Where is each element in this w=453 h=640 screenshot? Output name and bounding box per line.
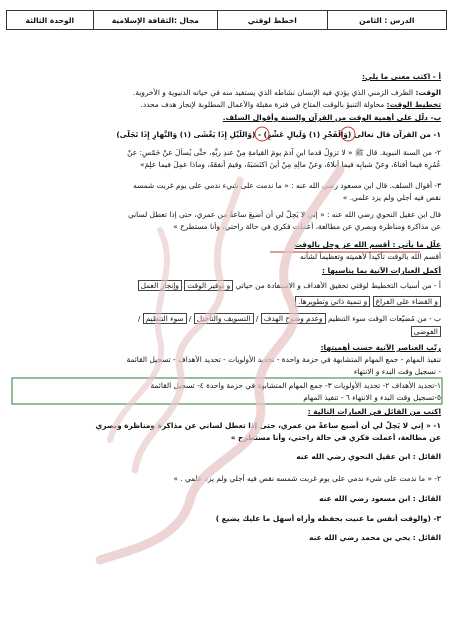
completion-item-2a: و القضاء على الفراغ [373,296,441,307]
ordering-answer-line1: ١-تحديد الأهداف ٢- تحديد الأولويات ٣- جمع المهام المتشابهة في حزمة واحدة ٤- تسجيل القائمة [150,381,441,390]
completion-item-1b: و توفير الوقت [184,280,233,291]
section-a-heading: أ - اكتب معنى ما يلي: [362,72,441,81]
domain-label: مجال :الثقافة الإسلامية [111,15,199,25]
completion-item-3b: وعدم وضوح الهدف [261,313,326,324]
ordering-items-line1: تنفيذ المهام - جمع المهام المتشابهة في حزمة واحدة - تحديد الأولويات - تحديد الأهداف - تسجيل القائمة [126,355,441,364]
salaf-evidence-line1: ٣- أقوال السلف. قال ابن مسعود رضي الله عنه : « ما ندمت على شيء ندمي على يوم غربت شمسه [133,181,441,190]
answer-3 [10,533,441,543]
section-c-heading: علّل ما يأتي : أقسم الله عز وجل بالوقت [294,240,441,249]
answer-2-label: القائل : [412,494,441,503]
domain-cell [93,11,217,29]
unit-cell [7,11,93,29]
aqil-quote-line2: عن مذاكرة ومناظرة وبصري عن مطالعة، أعملت فكري في حالة راحتي، وأنا مستطرح » [173,222,441,231]
header-table [6,10,447,30]
aqil-quote-line1: قال ابن عقيل النحوي رضي الله عنه : « إني لا يَحِلُّ لي أن أُضيعَ ساعةً من عمري، حتى إذا تعطل لساني [127,210,441,219]
planning-definition-text: محاولة التنبؤ بالوقت المتاح في فترة مقبلة والأعمال المطلوبة لإنجاز هدف محدد. [140,100,385,109]
quote-3: ٣- (والوقت أنفس ما عنيت بحفظه وأراه أسهل ما عليك يضيع ) [215,514,441,523]
lesson-title: اخطط لوقتي [247,15,297,25]
sunnah-evidence-line1: ٢- من السنة النبوية. قال ﷺ « لا تزولُ قدما ابنِ آدمَ يومَ القيامةِ مِنْ عندِ ربِّهِ، حتَّى يُسألَ عنْ خَمْسٍ: عنْ [127,148,441,157]
lesson-cell [327,11,446,29]
answer-2-text: ابن مسعود رضي الله عنه [319,494,411,503]
completion-item-2 [10,296,441,307]
completion-item-1 [10,280,441,291]
time-definition [10,88,441,98]
completion-item-1a: أ - من أسباب التخطيط لوقتي تحقيق الأهداف و الاستفادة من حياتي [235,281,441,290]
answer-3-label: القائل : [412,533,441,542]
quran-evidence: ١- من القرآن قال تعالى (وَالْفَجْرِ (١) وَلَيالٍ عَشْرٍ) - (وَاللَّيْلِ إِذَا يَغْشَى (١) وَالنَّهارِ إِذَا تَجَلَّى) [116,130,441,139]
quote-1-line2: عن مطالعة، أعملت فكري في حالة راحتي، وأنا مستطرح » [230,433,441,442]
sunnah-evidence-line2: عُمُرِه فيما أفناهُ، وعنْ شبابِه فيما أبلاهُ، وعنْ مالِهِ مِنْ أينَ اكتَسَبَهُ، وفيمَ أنفقَهُ، وماذا عمِلَ فيما علِمَ» [139,160,441,169]
section-d-heading: أكمل العبارات الآتية بما يناسبها : [321,266,441,275]
completion-item-3: ب - من مُضيّعات الوقت سوء التنظيم وعدم وضوح الهدف / التسويف والتأجيل / سوء التنظيم / [137,314,441,323]
ordering-answer-line2: ٥-تسجيل وقت البدء و الانتهاء ٦ - تنفيذ المهام [303,393,441,402]
answer-1-label: القائل : [412,452,441,461]
ordering-items-line2: - تسجيل وقت البدء و الانتهاء [353,367,441,376]
quote-1-line1: ١- « إني لا يَحِلُّ لي أن أُضيع ساعةً من عمري، حتى إذا تعطل لساني عن مذاكرة ومناظرة وبصري [95,421,441,430]
section-b-heading: ب- دلّل على أهمية الوقت من القرآن والسنة وأقوال السلف. [222,113,441,122]
completion-item-2b: و تنمية ذاتي وتطويرها. [295,296,370,307]
lesson-label: الدرس : الثامن [359,15,415,25]
time-definition-label: الوقت: [415,88,441,97]
section-e-heading: رتّب العناصر الآتية حسب أهميتها: [320,343,441,352]
completion-item-3e: الفوضى [411,326,441,337]
completion-item-3a: ب - من مُضيّعات الوقت سوء التنظيم [327,314,441,323]
planning-definition-label: تخطيط الوقت: [386,100,441,109]
time-definition-text: الظرف الزمني الذي يؤدي فيه الإنسان نشاطه الذي يستفيد منه في حياته الدنيوية و الأخروية. [133,88,414,97]
section-f-heading: اكتب من القائل في العبارات التالية : [307,407,441,416]
planning-definition [10,100,441,110]
completion-item-3d: سوء التنظيم [143,313,187,324]
section-c-answer: أقسم الله بالوقت تأكيداً لأهميته وتعظيماً لشأنه [300,252,441,261]
completion-item-3-cont [10,326,441,337]
quote-2: ٢- « ما ندمت على شيء ندمي على يوم غربت شمسه نقص فيه أجلي ولم يزد علمي . » [173,474,441,483]
completion-item-3c: التسويف والتأجيل [194,313,254,324]
answer-1 [10,452,441,462]
answer-3-text: يحي بن محمد رضي الله عنه [309,533,411,542]
completion-item-1c: وإنجاز العمل [138,280,182,291]
unit-label: الوحدة الثالثة [25,15,75,25]
title-cell [217,11,327,29]
salaf-evidence-line2: نقص فيه أجلي ولم يزد علمي. » [342,193,441,202]
answer-2 [10,494,441,504]
answer-1-text: ابن عقيل النحوي رضي الله عنه [296,452,411,461]
